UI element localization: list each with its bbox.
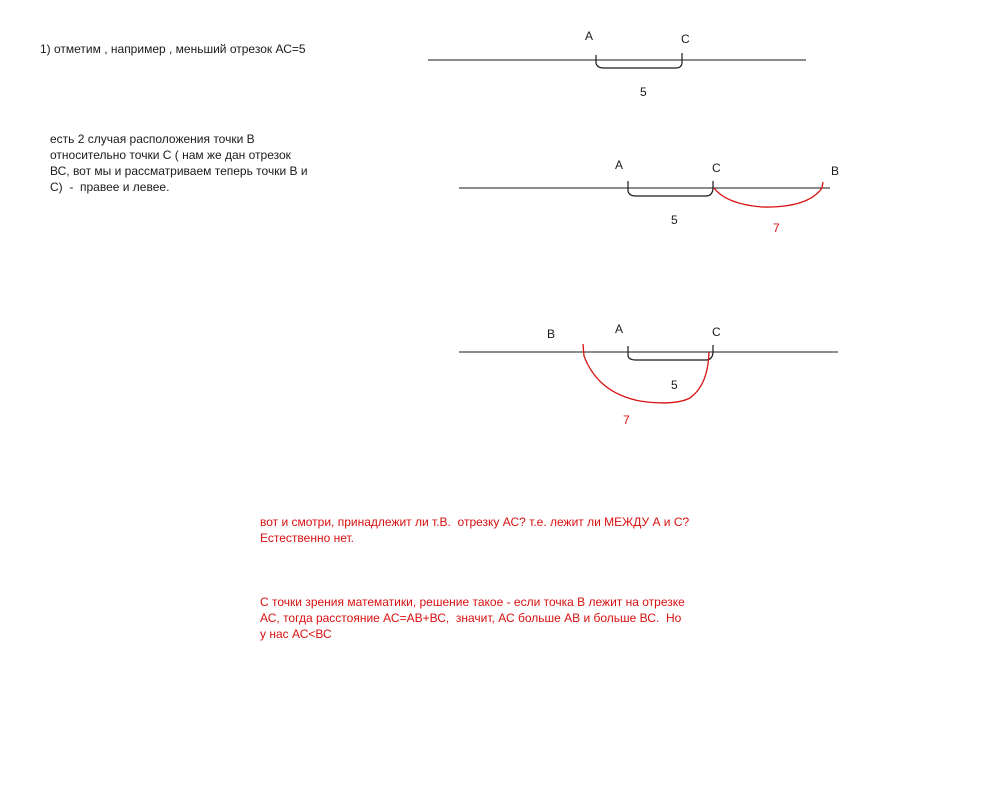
cases-note: есть 2 случая расположения точки В относительно точки С ( нам же дан отрезок ВС, вот мы и рассматриваем теперь точки В и С) - правее и левее. bbox=[50, 132, 308, 194]
point-label: С bbox=[712, 325, 721, 339]
measure-label: 7 bbox=[623, 413, 630, 427]
arc-bc bbox=[583, 344, 709, 403]
step-1-note: 1) отметим , например , меньший отрезок АС=5 bbox=[40, 42, 306, 56]
point-label: С bbox=[681, 32, 690, 46]
point-label: С bbox=[712, 161, 721, 175]
measure-label: 7 bbox=[773, 221, 780, 235]
measure-label: 5 bbox=[671, 378, 678, 392]
diagram-b-left-of-c bbox=[459, 322, 838, 427]
diagram-ac-segment bbox=[428, 29, 806, 99]
point-label: В bbox=[831, 164, 840, 178]
conclusion-paragraph-2: С точки зрения математики, решение такое - если точка В лежит на отрезке АС, тогда расстояние АС=АВ+ВС, значит, АС больше АВ и больше ВС. Но у нас АС<ВС bbox=[260, 595, 685, 641]
point-label: А bbox=[585, 29, 594, 43]
measure-label: 5 bbox=[640, 85, 647, 99]
point-label: В bbox=[547, 327, 556, 341]
arc-bc bbox=[714, 182, 823, 207]
conclusion-paragraph-1: вот и смотри, принадлежит ли т.В. отрезку АС? т.е. лежит ли МЕЖДУ А и С? Естественно нет. bbox=[260, 515, 690, 545]
point-label: А bbox=[615, 322, 624, 336]
diagram-b-right-of-c bbox=[459, 158, 839, 235]
point-label: А bbox=[615, 158, 624, 172]
measure-label: 5 bbox=[671, 213, 678, 227]
